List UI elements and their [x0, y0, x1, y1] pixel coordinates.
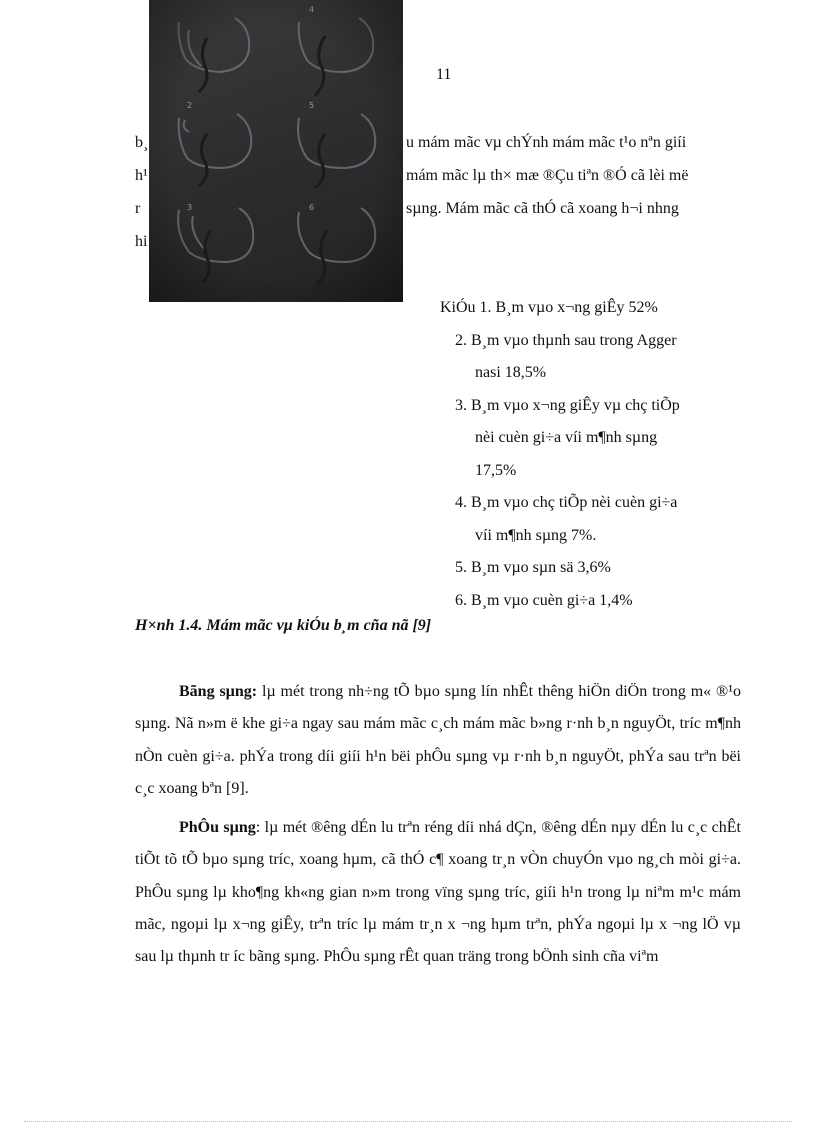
figure-photo — [149, 0, 403, 302]
figure-photo-drawing — [149, 0, 403, 302]
intro-fragment: h¹ — [135, 167, 148, 184]
paragraph-body: lµ mét trong nh÷ng tÕ bµo sµng lín nhÊt thêng hiÖn diÖn trong m« ®¹o sµng. Nã n»m ë khe gi÷a ngay sau mám mãc c¸ch mám mãc b»ng r·nh b¸n nguyÖt, tríc m¶nh nÒn cuèn gi÷a. phÝa trong díi giíi h¹n bëi phÔu sµng vµ r·nh b¸n nguyÖt, phÝa sau trªn bëi c¸c xoang bªn [9]. — [135, 683, 741, 797]
legend-item: 4. B¸m vµo chç tiÕp nèi cuèn gi÷a — [455, 494, 678, 511]
paragraph-infundibulum — [135, 812, 741, 973]
paragraph-body: : lµ mét ®êng dÉn lu trªn réng díi nhá dÇn, ®êng dÉn nµy dÉn lu c¸c chÊt tiÕt tõ tÕ bµo sµng tríc, xoang hµm, cã thÓ c¶ xoang tr¸n vÒn chuyÓn vµo ng¸ch mòi gi÷a. PhÔu sµng lµ kho¶ng kh«ng gian n»m trong vïng sµng tríc, giíi h¹n trong lµ niªm m¹c mám mãc, ngoµi lµ x¬ng giÊy, trªn tríc lµ mám tr¸n x ¬ng hµm trªn, phÝa ngoµi lµ x ¬ng lÖ vµ sau lµ thµnh tr íc bãng sµng. PhÔu sµng rÊt quan träng trong bÖnh sinh cña viªm — [135, 819, 741, 966]
intro-line: u mám mãc vµ chÝnh mám mãc t¹o nªn giíi — [406, 134, 687, 151]
paragraph-ethmoid-bulla — [135, 676, 741, 805]
legend-item: 6. B¸m vµo cuèn gi÷a 1,4% — [455, 591, 633, 609]
intro-line: sµng. Mám mãc cã thÓ cã xoang h¬i nhng — [406, 200, 679, 217]
intro-fragment: hi — [135, 233, 148, 250]
legend-item-cont: 17,5% — [475, 461, 517, 479]
legend-item: 2. B¸m vµo thµnh sau trong Agger — [455, 331, 677, 349]
legend-item: KiÓu 1. B¸m vµo x¬ng giÊy 52% — [440, 299, 658, 316]
figure-caption: H×nh 1.4. Mám mãc vµ kiÓu b¸m cña nã [9] — [135, 617, 432, 634]
intro-fragment: r — [135, 200, 141, 217]
intro-fragment: b¸ — [135, 134, 149, 151]
term-ethmoid-bulla: Bãng sµng: — [179, 683, 258, 700]
term-infundibulum: PhÔu sµng — [179, 819, 256, 836]
legend-item-cont: nèi cuèn gi÷a víi m¶nh sµng — [475, 429, 658, 446]
figure-legend-list — [440, 292, 740, 617]
intro-line: mám mãc lµ th× mæ ®Çu tiªn ®Ó cã lèi më — [406, 167, 689, 184]
page-bottom-divider — [24, 1121, 792, 1122]
page-number: 11 — [436, 66, 452, 83]
legend-item-cont: nasi 18,5% — [475, 364, 547, 381]
legend-item-cont: víi m¶nh sµng 7%. — [475, 526, 597, 544]
legend-item: 3. B¸m vµo x¬ng giÊy vµ chç tiÕp — [455, 396, 680, 414]
legend-item: 5. B¸m vµo sµn sä 3,6% — [455, 559, 611, 576]
